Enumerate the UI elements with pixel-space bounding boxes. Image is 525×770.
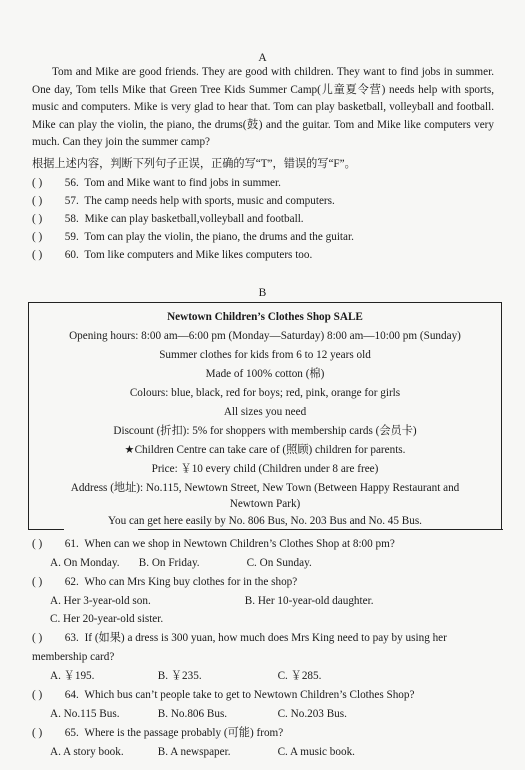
question-63-cont: membership card? — [32, 651, 115, 663]
ad-line: Discount (折扣): 5% for shoppers with membership cards (会员卡) — [113, 425, 417, 437]
answer-blank[interactable]: ( ) — [32, 727, 43, 739]
ad-line: Colours: blue, black, red for boys; red, pink, orange for girls — [129, 387, 401, 399]
options-62-cont — [50, 611, 505, 629]
question-text: If (如果) a dress is 300 yuan, how much does Mrs King need to pay by using her — [84, 632, 447, 644]
question-text: Tom can play the violin, the piano, the drums and the guitar. — [84, 231, 354, 243]
question-text: Tom like computers and Mike likes computers too. — [84, 249, 313, 261]
answer-blank[interactable]: ( ) — [32, 213, 43, 225]
option-c[interactable]: C. No.203 Bus. — [277, 708, 347, 720]
question-text: The camp needs help with sports, music and computers. — [84, 195, 335, 207]
ad-price: Price: ￥10 every child (Children under 8 are free) — [151, 463, 379, 475]
options-62 — [50, 593, 505, 611]
ad-line: ★Children Centre can take care of (照顾) children for parents. — [124, 444, 406, 456]
answer-blank[interactable]: ( ) — [32, 632, 43, 644]
ad-line: All sizes you need — [223, 406, 307, 418]
question-number: 63. — [64, 632, 79, 644]
section-b-label: B — [258, 287, 267, 299]
question-56 — [32, 175, 507, 193]
question-64 — [32, 687, 507, 705]
ad-line: Made of 100% cotton (棉) — [205, 368, 325, 380]
option-a[interactable]: A. On Monday. — [50, 557, 120, 569]
section-a-label: A — [258, 52, 267, 64]
option-b[interactable]: B. On Friday. — [138, 557, 200, 569]
ad-title: Newtown Children’s Clothes Shop SALE — [167, 311, 363, 323]
question-text: Which bus can’t people take to get to Newtown Children’s Clothes Shop? — [84, 689, 415, 701]
option-b[interactable]: B. ￥235. — [157, 670, 202, 682]
answer-blank[interactable]: ( ) — [32, 689, 43, 701]
option-b[interactable]: B. Her 10-year-old daughter. — [244, 595, 374, 607]
question-61 — [32, 536, 507, 554]
question-number: 64. — [64, 689, 79, 701]
question-number: 59. — [64, 231, 79, 243]
answer-blank[interactable]: ( ) — [32, 538, 43, 550]
options-64 — [50, 706, 505, 724]
option-a[interactable]: A. No.115 Bus. — [50, 708, 120, 720]
options-61 — [50, 555, 505, 573]
option-a[interactable]: A. Her 3-year-old son. — [50, 595, 151, 607]
option-b[interactable]: B. A newspaper. — [157, 746, 231, 758]
answer-blank[interactable]: ( ) — [32, 576, 43, 588]
question-number: 62. — [64, 576, 79, 588]
question-62 — [32, 574, 507, 592]
question-number: 58. — [64, 213, 79, 225]
option-c[interactable]: C. ￥285. — [277, 670, 322, 682]
ad-hours: Opening hours: 8:00 am—6:00 pm (Monday—Saturday) 8:00 am—10:00 pm (Sunday) — [69, 330, 461, 342]
question-57 — [32, 193, 507, 211]
section-a-passage — [32, 64, 494, 152]
option-c[interactable]: C. Her 20-year-old sister. — [50, 613, 164, 625]
option-c[interactable]: C. A music book. — [277, 746, 355, 758]
option-c[interactable]: C. On Sunday. — [246, 557, 312, 569]
question-text: Tom and Mike want to find jobs in summer. — [84, 177, 281, 189]
answer-blank[interactable]: ( ) — [32, 231, 43, 243]
question-text: Where is the passage probably (可能) from? — [84, 727, 284, 739]
options-65 — [50, 744, 505, 762]
options-63 — [50, 668, 505, 686]
option-a[interactable]: A. ￥195. — [50, 670, 95, 682]
ad-address: Address (地址): No.115, Newtown Street, New Town (Between Happy Restaurant and — [70, 482, 460, 494]
answer-blank[interactable]: ( ) — [32, 249, 43, 261]
ad-bus: You can get here easily by No. 806 Bus, No. 203 Bus and No. 45 Bus. — [108, 515, 422, 527]
answer-blank[interactable]: ( ) — [32, 177, 43, 189]
question-text: Who can Mrs King buy clothes for in the shop? — [84, 576, 298, 588]
ad-line: Summer clothes for kids from 6 to 12 years old — [159, 349, 371, 361]
option-a[interactable]: A. A story book. — [50, 746, 124, 758]
question-number: 61. — [64, 538, 79, 550]
question-text: When can we shop in Newtown Children’s Clothes Shop at 8:00 pm? — [84, 538, 395, 550]
question-59 — [32, 229, 507, 247]
question-58 — [32, 211, 507, 229]
answer-blank[interactable]: ( ) — [32, 195, 43, 207]
question-number: 65. — [64, 727, 79, 739]
ad-address-cont: Newtown Park) — [229, 498, 301, 510]
question-63 — [32, 630, 507, 648]
question-number: 56. — [64, 177, 79, 189]
question-number: 57. — [64, 195, 79, 207]
option-b[interactable]: B. No.806 Bus. — [157, 708, 228, 720]
passage-text: Tom and Mike are good friends. They are good with children. They want to find jobs in summer. One day, Tom tells Mike that Green Tree Kids Summer Camp(儿童夏令营) needs help with sports, music and computers. Mike is very glad to hear that. Tom can play basketball, volleyball and football. Mike can play the violin, the piano, the drums(鼓) and the guitar. Tom and Mike like computers very much. Can they join the summer camp? — [32, 66, 494, 149]
section-a-instruction: 根据上述内容，判断下列句子正误，正确的写“T”，错误的写“F”。 — [32, 158, 356, 170]
question-text: Mike can play basketball,volleyball and football. — [84, 213, 304, 225]
question-60 — [32, 247, 507, 265]
question-number: 60. — [64, 249, 79, 261]
question-65 — [32, 725, 507, 743]
